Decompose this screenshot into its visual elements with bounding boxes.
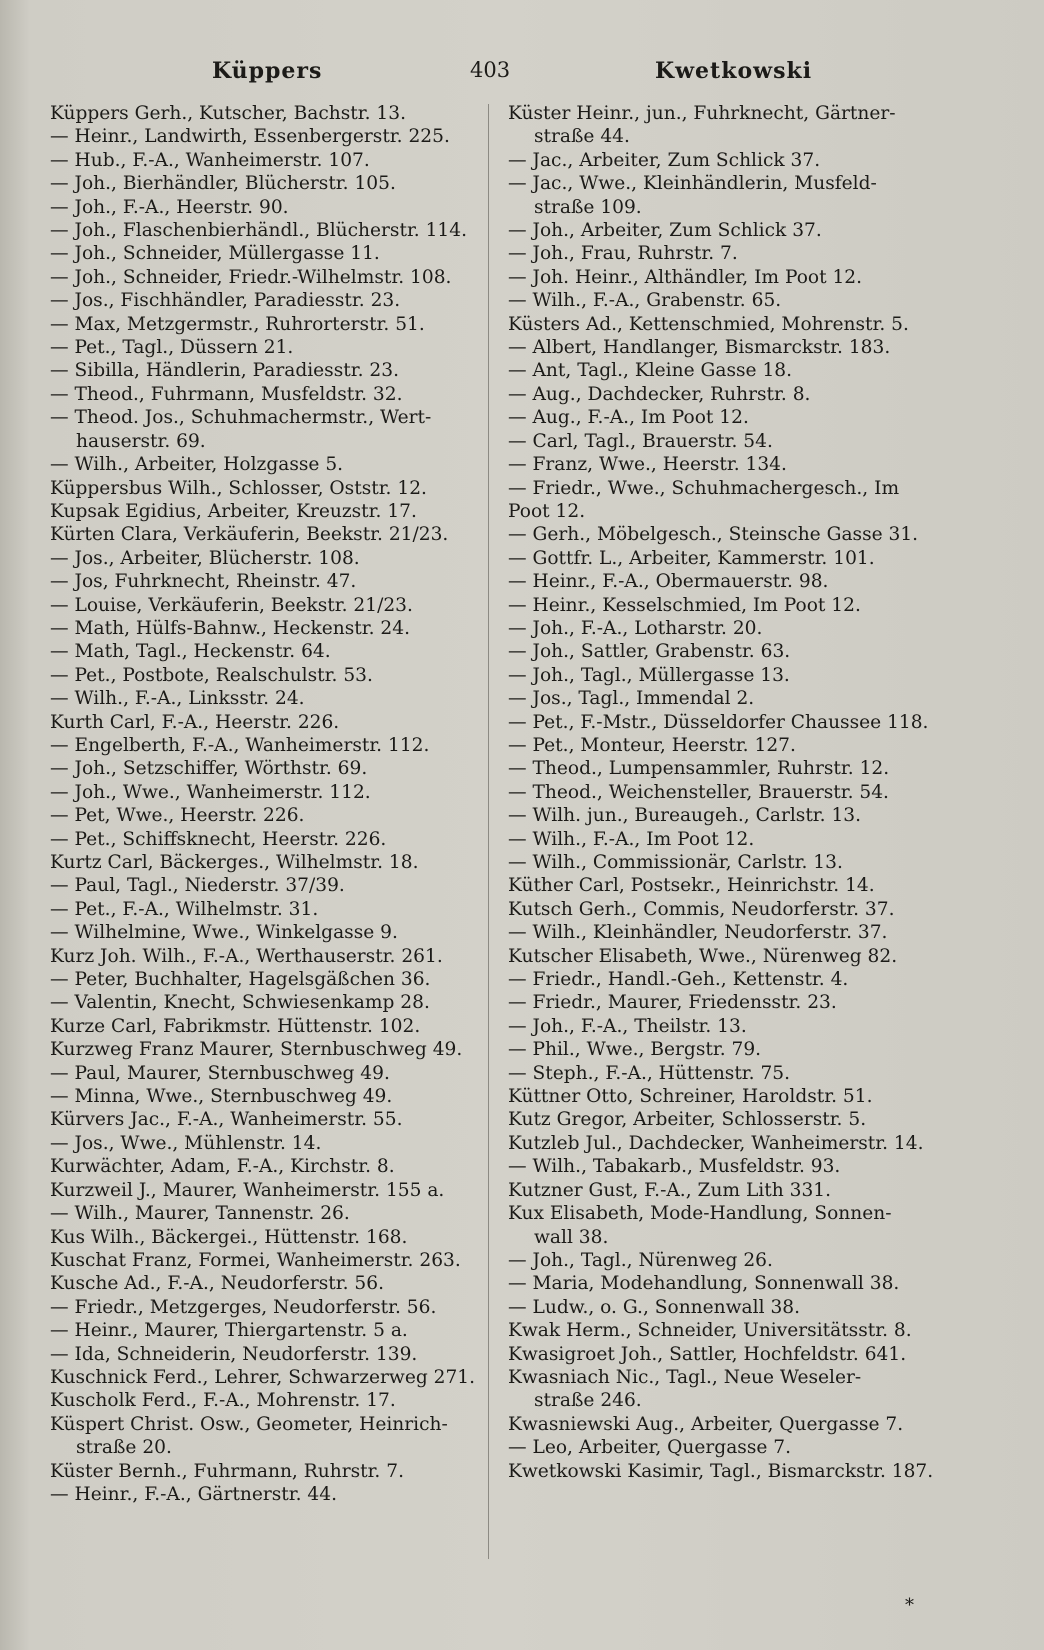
directory-entry: — Peter, Buchhalter, Hagelsgäßchen 36. [50, 969, 431, 991]
directory-entry: Kurz Joh. Wilh., F.-A., Werthauserstr. 261. [50, 945, 443, 967]
directory-entry: — Leo, Arbeiter, Quergasse 7. [508, 1437, 792, 1459]
directory-entry: — Jos, Fuhrknecht, Rheinstr. 47. [50, 571, 357, 593]
entry-continuation: straße 44. [534, 126, 630, 148]
directory-entry: — Gerh., Möbelgesch., Steinsche Gasse 31. [508, 524, 919, 546]
directory-entry: — Pet., Monteur, Heerstr. 127. [508, 734, 796, 756]
page-header [50, 58, 940, 92]
directory-entry: — Heinr., Kesselschmied, Im Poot 12. [508, 594, 861, 616]
directory-entry: Kürten Clara, Verkäuferin, Beekstr. 21/23. [50, 524, 449, 546]
directory-entry: — Joh., Tagl., Müllergasse 13. [508, 664, 790, 686]
directory-entry: — Joh., Setzschiffer, Wörthstr. 69. [50, 758, 368, 780]
directory-entry: Kurzweg Franz Maurer, Sternbuschweg 49. [50, 1039, 463, 1061]
directory-entry: — Joh., Bierhändler, Blücherstr. 105. [50, 173, 396, 195]
directory-entry: — Pet., F.-A., Wilhelmstr. 31. [50, 898, 319, 920]
directory-entry: — Ida, Schneiderin, Neudorferstr. 139. [50, 1343, 418, 1365]
entry-continuation: straße 109. [534, 196, 642, 218]
directory-entry: Kutsch Gerh., Commis, Neudorferstr. 37. [508, 898, 895, 920]
directory-entry: Küttner Otto, Schreiner, Haroldstr. 51. [508, 1086, 873, 1108]
directory-entry: — Jos., Tagl., Immendal 2. [508, 688, 755, 710]
directory-entry: — Engelberth, F.-A., Wanheimerstr. 112. [50, 734, 430, 756]
directory-entry: Kupsak Egidius, Arbeiter, Kreuzstr. 17. [50, 500, 417, 522]
directory-entry: — Franz, Wwe., Heerstr. 134. [508, 454, 787, 476]
directory-entry: — Phil., Wwe., Bergstr. 79. [508, 1039, 762, 1061]
directory-entry: Kutzleb Jul., Dachdecker, Wanheimerstr. 14. [508, 1132, 924, 1154]
directory-entry: — Theod., Lumpensammler, Ruhrstr. 12. [508, 758, 890, 780]
directory-entry: — Math, Hülfs-Bahnw., Heckenstr. 24. [50, 617, 411, 639]
directory-entry: — Ant, Tagl., Kleine Gasse 18. [508, 360, 793, 382]
directory-entry: — Joh., Wwe., Wanheimerstr. 112. [50, 781, 371, 803]
directory-entry: — Pet., F.-Mstr., Düsseldorfer Chaussee 118. [508, 711, 929, 733]
directory-entry: Kurzweil J., Maurer, Wanheimerstr. 155 a. [50, 1179, 445, 1201]
directory-entry: — Gottfr. L., Arbeiter, Kammerstr. 101. [508, 547, 875, 569]
directory-entry: — Joh., Frau, Ruhrstr. 7. [508, 243, 738, 265]
directory-entry: Kurwächter, Adam, F.-A., Kirchstr. 8. [50, 1156, 395, 1178]
directory-entry: — Joh., F.-A., Theilstr. 13. [508, 1015, 747, 1037]
directory-entry: Kus Wilh., Bäckergei., Hüttenstr. 168. [50, 1226, 408, 1248]
directory-entry: — Wilh., Arbeiter, Holzgasse 5. [50, 454, 344, 476]
directory-entry: — Pet, Wwe., Heerstr. 226. [50, 805, 305, 827]
directory-entry: — Joh. Heinr., Althändler, Im Poot 12. [508, 266, 863, 288]
directory-entry: — Wilh., Maurer, Tannenstr. 26. [50, 1203, 350, 1225]
directory-entry: — Jac., Arbeiter, Zum Schlick 37. [508, 149, 821, 171]
directory-entry: Kurze Carl, Fabrikmstr. Hüttenstr. 102. [50, 1015, 421, 1037]
directory-entry: — Theod. Jos., Schuhmachermstr., Wert- [50, 407, 432, 429]
directory-entry: Kux Elisabeth, Mode-Handlung, Sonnen- [508, 1203, 892, 1225]
directory-entry: — Heinr., F.-A., Gärtnerstr. 44. [50, 1483, 337, 1505]
directory-entry: — Friedr., Handl.-Geh., Kettenstr. 4. [508, 969, 849, 991]
entry-continuation: straße 246. [534, 1390, 642, 1412]
directory-entry: — Friedr., Wwe., Schuhmachergesch., Im [508, 477, 900, 499]
directory-entry: — Valentin, Knecht, Schwiesenkamp 28. [50, 992, 430, 1014]
directory-entry: Küster Bernh., Fuhrmann, Ruhrstr. 7. [50, 1460, 404, 1482]
directory-entry: — Wilh. jun., Bureaugeh., Carlstr. 13. [508, 805, 862, 827]
directory-entry: Küspert Christ. Osw., Geometer, Heinrich- [50, 1413, 448, 1435]
directory-entry: — Jos., Arbeiter, Blücherstr. 108. [50, 547, 360, 569]
footer-mark: * [905, 1595, 914, 1616]
directory-entry: Küsters Ad., Kettenschmied, Mohrenstr. 5. [508, 313, 909, 335]
directory-entry: — Wilh., F.-A., Im Poot 12. [508, 828, 755, 850]
directory-entry: — Max, Metzgermstr., Ruhrorterstr. 51. [50, 313, 425, 335]
directory-entry: — Ludw., o. G., Sonnenwall 38. [508, 1296, 801, 1318]
directory-entry: — Jac., Wwe., Kleinhändlerin, Musfeld- [508, 173, 877, 195]
directory-entry: — Pet., Postbote, Realschulstr. 53. [50, 664, 373, 686]
directory-entry: Küppersbus Wilh., Schlosser, Oststr. 12. [50, 477, 427, 499]
directory-entry: Küther Carl, Postsekr., Heinrichstr. 14. [508, 875, 875, 897]
directory-entry: — Hub., F.-A., Wanheimerstr. 107. [50, 149, 370, 171]
right-column [508, 102, 948, 1483]
directory-entry: — Jos., Fischhändler, Paradiesstr. 23. [50, 290, 401, 312]
directory-entry: — Wilh., Kleinhändler, Neudorferstr. 37. [508, 922, 888, 944]
directory-entry: Kuschnick Ferd., Lehrer, Schwarzerweg 271. [50, 1366, 476, 1388]
directory-entry: — Joh., F.-A., Lotharstr. 20. [508, 617, 763, 639]
directory-entry: — Steph., F.-A., Hüttenstr. 75. [508, 1062, 791, 1084]
directory-entry: Kurtz Carl, Bäckerges., Wilhelmstr. 18. [50, 852, 419, 873]
directory-entry: Kutzner Gust, F.-A., Zum Lith 331. [508, 1179, 832, 1201]
directory-entry: — Maria, Modehandlung, Sonnenwall 38. [508, 1273, 900, 1295]
directory-entry: — Heinr., Landwirth, Essenbergerstr. 225. [50, 126, 450, 148]
directory-entry: Kwasniewski Aug., Arbeiter, Quergasse 7. [508, 1413, 904, 1435]
entry-continuation: hauserstr. 69. [76, 430, 206, 452]
directory-entry: — Carl, Tagl., Brauerstr. 54. [508, 430, 773, 452]
directory-entry: — Jos., Wwe., Mühlenstr. 14. [50, 1132, 322, 1154]
directory-entry: — Joh., Arbeiter, Zum Schlick 37. [508, 220, 822, 242]
directory-entry: Kwetkowski Kasimir, Tagl., Bismarckstr. 187. [508, 1460, 934, 1482]
directory-entry: — Minna, Wwe., Sternbuschweg 49. [50, 1086, 393, 1108]
directory-entry: — Paul, Tagl., Niederstr. 37/39. [50, 875, 345, 897]
directory-entry: Poot 12. [508, 500, 586, 522]
directory-entry: — Aug., F.-A., Im Poot 12. [508, 407, 749, 429]
left-column [50, 102, 490, 1506]
directory-entry: — Joh., Schneider, Müllergasse 11. [50, 243, 380, 265]
directory-entry: — Joh., Tagl., Nürenweg 26. [508, 1249, 773, 1271]
directory-entry: — Heinr., F.-A., Obermauerstr. 98. [508, 571, 829, 593]
directory-entry: Küppers Gerh., Kutscher, Bachstr. 13. [50, 103, 406, 124]
directory-entry: — Aug., Dachdecker, Ruhrstr. 8. [508, 383, 811, 405]
directory-entry: Kutscher Elisabeth, Wwe., Nürenweg 82. [508, 945, 898, 967]
directory-entry: — Louise, Verkäuferin, Beekstr. 21/23. [50, 594, 413, 616]
directory-entry: — Math, Tagl., Heckenstr. 64. [50, 641, 331, 663]
directory-entry: — Theod., Fuhrmann, Musfeldstr. 32. [50, 383, 403, 405]
directory-entry: — Friedr., Maurer, Friedensstr. 23. [508, 992, 837, 1014]
directory-entry: — Paul, Maurer, Sternbuschweg 49. [50, 1062, 390, 1084]
directory-entry: — Wilh., Commissionär, Carlstr. 13. [508, 852, 843, 873]
directory-entry: Kuschat Franz, Formei, Wanheimerstr. 263. [50, 1249, 461, 1271]
entry-continuation: wall 38. [534, 1226, 609, 1248]
directory-entry: — Albert, Handlanger, Bismarckstr. 183. [508, 337, 891, 359]
directory-entry: — Friedr., Metzgerges, Neudorferstr. 56. [50, 1296, 437, 1318]
directory-entry: — Pet., Tagl., Düssern 21. [50, 337, 294, 359]
directory-entry: — Theod., Weichensteller, Brauerstr. 54. [508, 781, 889, 803]
directory-entry: — Joh., Sattler, Grabenstr. 63. [508, 641, 791, 663]
directory-entry: Küster Heinr., jun., Fuhrknecht, Gärtner- [508, 103, 896, 124]
directory-entry: Kutz Gregor, Arbeiter, Schlosserstr. 5. [508, 1109, 867, 1131]
directory-entry: — Joh., Schneider, Friedr.-Wilhelmstr. 108. [50, 266, 452, 288]
header-first-entry: Küppers [212, 58, 323, 84]
directory-entry: Kurth Carl, F.-A., Heerstr. 226. [50, 711, 340, 733]
directory-entry: — Joh., Flaschenbierhändl., Blücherstr. 114. [50, 220, 468, 242]
directory-entry: — Joh., F.-A., Heerstr. 90. [50, 196, 289, 218]
directory-entry: Kwasniach Nic., Tagl., Neue Weseler- [508, 1366, 862, 1388]
entry-continuation: straße 20. [76, 1437, 172, 1459]
directory-entry: — Wilh., F.-A., Grabenstr. 65. [508, 290, 782, 312]
directory-entry: — Heinr., Maurer, Thiergartenstr. 5 a. [50, 1320, 408, 1342]
directory-entry: — Wilh., Tabakarb., Musfeldstr. 93. [508, 1156, 841, 1178]
header-last-entry: Kwetkowski [655, 58, 813, 84]
directory-entry: — Sibilla, Händlerin, Paradiesstr. 23. [50, 360, 399, 382]
directory-entry: Kuscholk Ferd., F.-A., Mohrenstr. 17. [50, 1390, 396, 1412]
directory-entry: — Wilhelmine, Wwe., Winkelgasse 9. [50, 922, 398, 944]
directory-entry: Kwak Herm., Schneider, Universitätsstr. 8. [508, 1320, 912, 1342]
directory-entry: — Pet., Schiffsknecht, Heerstr. 226. [50, 828, 387, 850]
column-divider [488, 104, 489, 1559]
directory-entry: Kwasigroet Joh., Sattler, Hochfeldstr. 641. [508, 1343, 907, 1365]
directory-entry: — Wilh., F.-A., Linksstr. 24. [50, 688, 305, 710]
directory-entry: Kürvers Jac., F.-A., Wanheimerstr. 55. [50, 1109, 403, 1131]
page-number: 403 [470, 58, 511, 82]
directory-entry: Kusche Ad., F.-A., Neudorferstr. 56. [50, 1273, 384, 1295]
